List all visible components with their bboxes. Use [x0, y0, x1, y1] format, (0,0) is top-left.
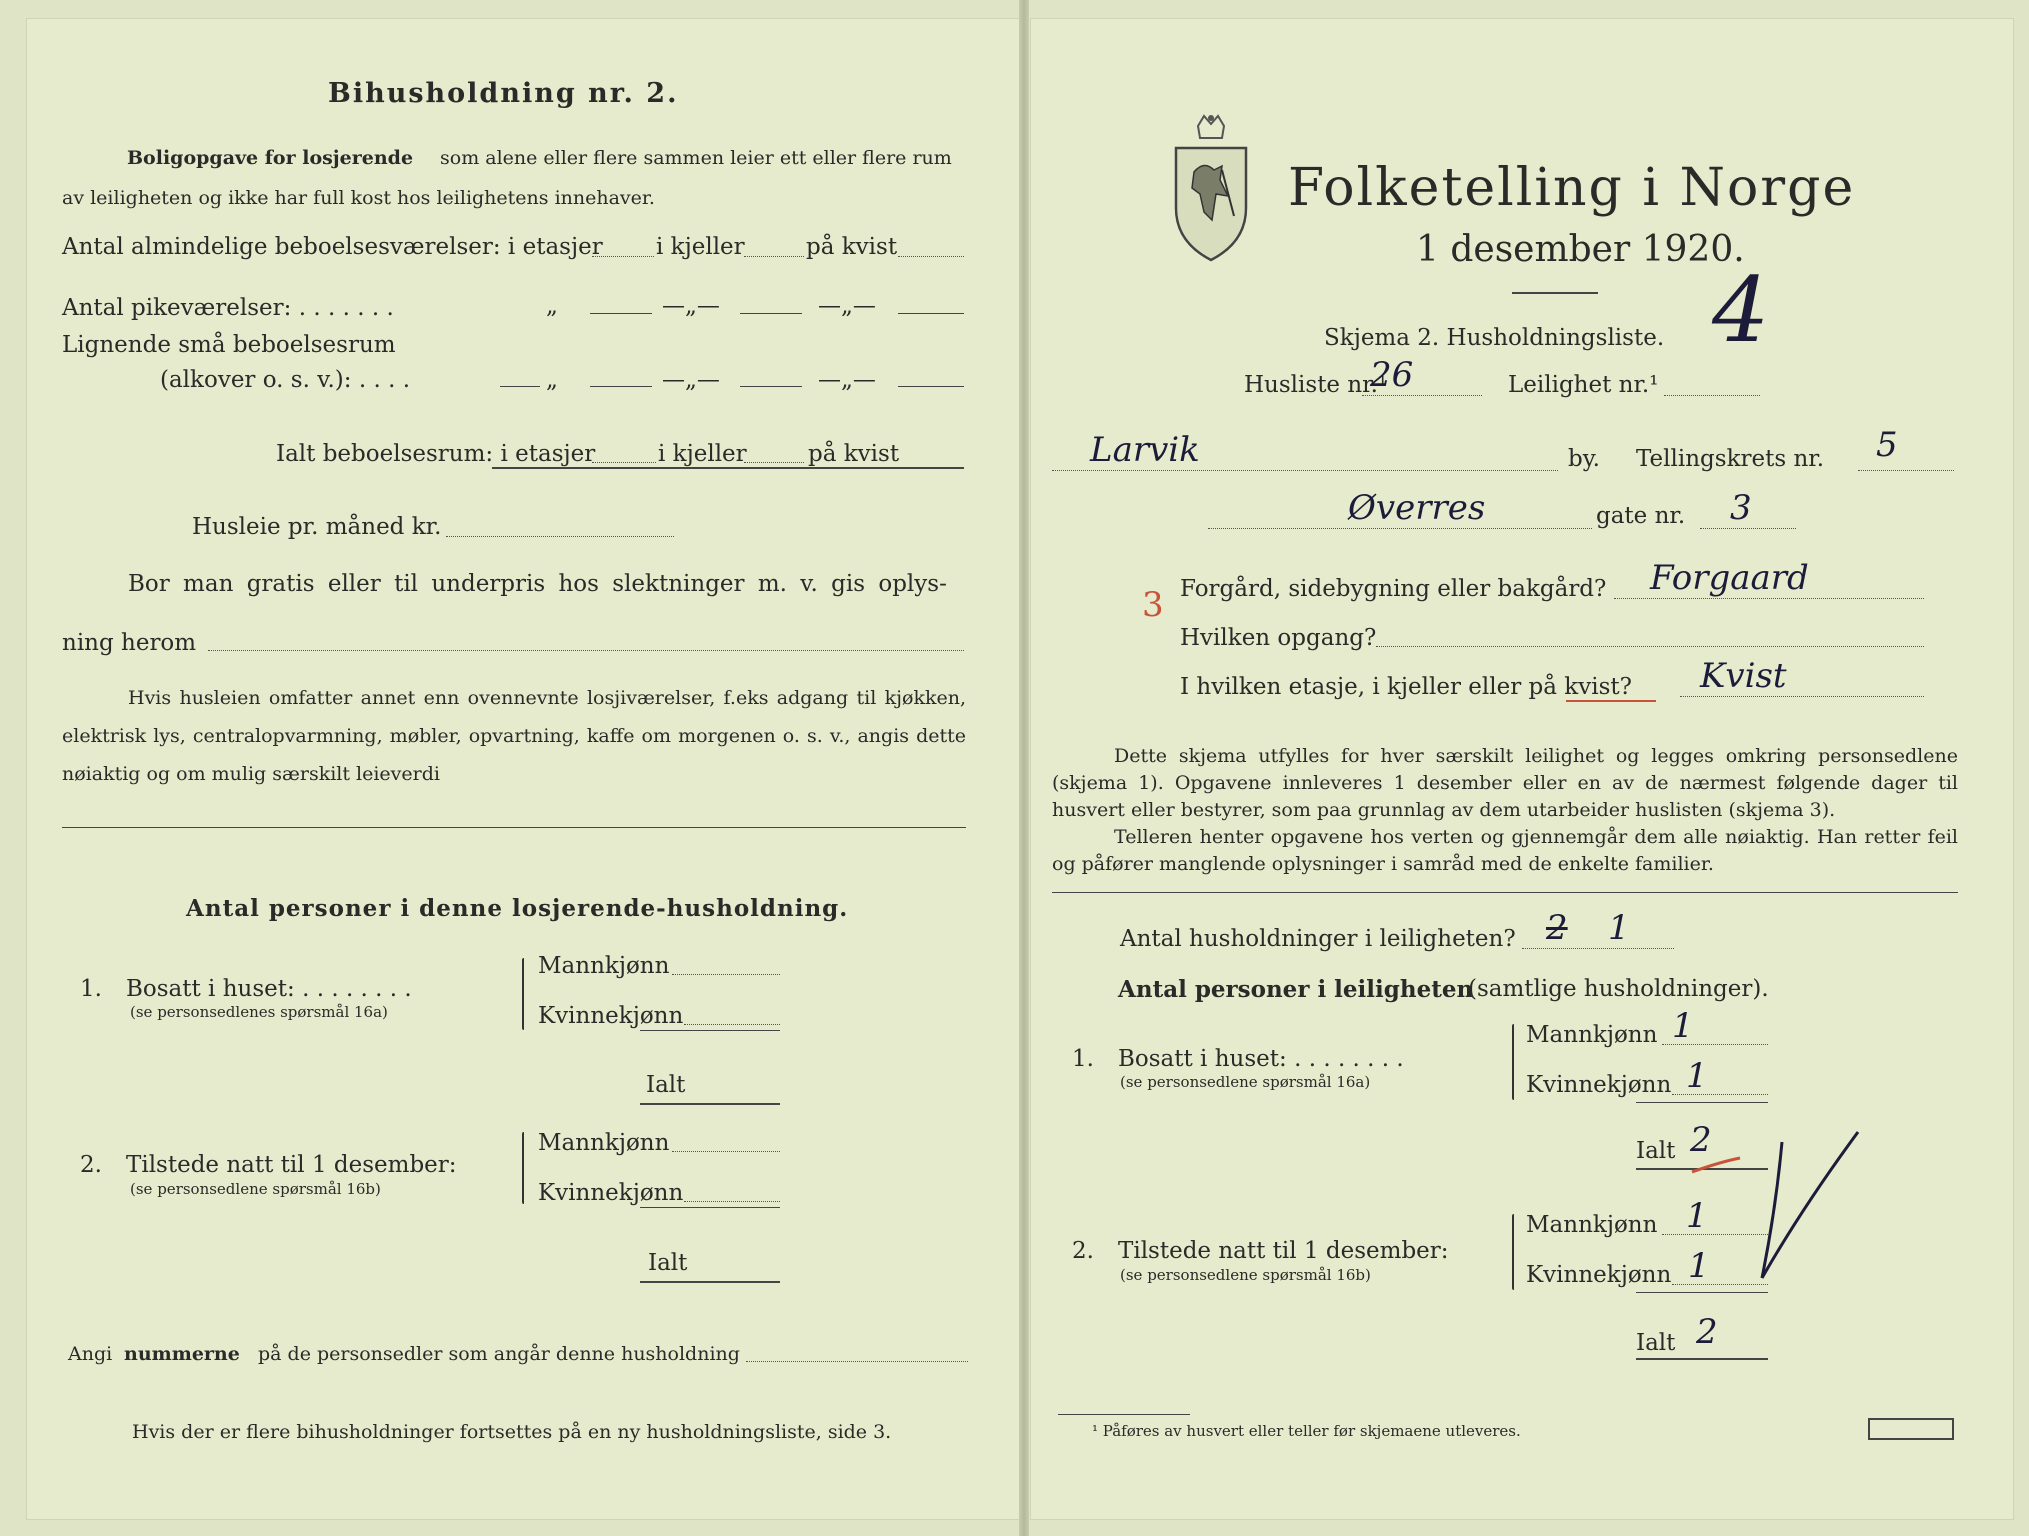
q1-ialt-value: 2	[1690, 1120, 1712, 1160]
q1-label-left: Bosatt i huset: . . . . . . . .	[126, 976, 412, 1002]
q1-mann-label: Mannkjønn	[538, 953, 670, 979]
checkmark-icon	[1690, 1128, 1870, 1298]
q2-number: 2.	[80, 1152, 102, 1178]
ditto-mark: „	[546, 293, 558, 319]
gate-value: Øverres	[1348, 488, 1486, 528]
persons-heading-rest: (samtlige husholdninger).	[1468, 976, 1769, 1002]
left-footer: Hvis der er flere bihusholdninger fortsettes på en ny husholdningsliste, side 3.	[132, 1421, 892, 1443]
red-annotation: 3	[1142, 585, 1164, 625]
printer-stamp-icon	[1868, 1418, 1954, 1440]
q1-kvinne-value: 1	[1686, 1056, 1708, 1096]
bor-line1: Bor man gratis eller til underpris hos slektninger m. v. gis oplys-	[128, 571, 947, 597]
rooms-kvist: på kvist	[806, 234, 898, 260]
krets-label: Tellingskrets nr.	[1636, 446, 1825, 472]
skjema-label: Skjema 2. Husholdningsliste.	[1324, 325, 1665, 351]
q2-label-right: Tilstede natt til 1 desember:	[1118, 1238, 1449, 1264]
husleie-label: Husleie pr. måned kr.	[192, 514, 442, 540]
q2-kvinne-label: Kvinnekjønn	[1526, 1262, 1672, 1288]
q1-kvinne-label: Kvinnekjønn	[1526, 1072, 1672, 1098]
q1-label-right: Bosatt i huset: . . . . . . . .	[1118, 1046, 1404, 1072]
husleie-note: Hvis husleien omfatter annet enn ovennevnte losjiværelser, f.eks adgang til kjøkken, elektrisk lys, centralopvarmning, møbler, opvartning, kaffe om morgenen o. s. v., angis dette nøiaktig og om mulig særskilt leieverdi	[62, 687, 966, 785]
ditto-mark: —„—	[818, 293, 876, 319]
ditto-mark: „	[546, 367, 558, 393]
ialt-rooms-kvist: på kvist	[808, 441, 900, 467]
leilighet-label: Leilighet nr.¹	[1508, 372, 1659, 398]
q2-kvinne-label: Kvinnekjønn	[538, 1180, 684, 1206]
q1-kvinne-label: Kvinnekjønn	[538, 1003, 684, 1029]
by-value: Larvik	[1090, 430, 1200, 470]
etasje-value: Kvist	[1700, 656, 1787, 696]
q2-kvinne-value: 1	[1688, 1246, 1710, 1286]
forgard-label: Forgård, sidebygning eller bakgård?	[1180, 576, 1607, 602]
gate-nr-value: 3	[1730, 488, 1752, 528]
persons-heading-left: Antal personer i denne losjerende-husholdning.	[186, 895, 849, 922]
forgard-value: Forgaard	[1650, 558, 1809, 598]
rooms-label: Antal almindelige beboelsesværelser: i etasjer	[62, 234, 603, 260]
q2-label-left: Tilstede natt til 1 desember:	[126, 1152, 457, 1178]
intro-rest: som alene eller flere sammen leier ett eller flere rum	[440, 147, 952, 169]
intro-line2: av leiligheten og ikke har full kost hos leilighetens innehaver.	[62, 187, 655, 209]
ditto-mark: —„—	[662, 367, 720, 393]
q1-mann-label: Mannkjønn	[1526, 1022, 1658, 1048]
ialt-rooms-kjeller: i kjeller	[658, 441, 747, 467]
angi-pre: Angi	[68, 1343, 113, 1365]
pike-label: Antal pikeværelser: . . . . . . .	[62, 295, 394, 321]
ditto-mark: —„—	[662, 293, 720, 319]
ditto-mark: —„—	[818, 367, 876, 393]
angi-rest: på de personsedler som angår denne husholdning	[258, 1343, 740, 1365]
krets-value: 5	[1876, 425, 1898, 465]
q1-ialt-label: Ialt	[646, 1072, 686, 1098]
hush-value: 1	[1608, 908, 1630, 948]
form-title: Folketelling i Norge	[1288, 158, 1856, 218]
persons-heading-right: Antal personer i leiligheten	[1118, 976, 1474, 1003]
census-date: 1 desember 1920.	[1416, 229, 1745, 270]
left-heading: Bihusholdning nr. 2.	[328, 78, 679, 109]
q2-ialt-label: Ialt	[1636, 1330, 1676, 1356]
q1-sub-left: (se personsedlenes spørsmål 16a)	[130, 1003, 388, 1021]
hush-value-struck: 2	[1546, 908, 1568, 948]
q2-sub-left: (se personsedlene spørsmål 16b)	[130, 1180, 381, 1198]
q2-ialt-value: 2	[1696, 1312, 1718, 1352]
instructions: Dette skjema utfylles for hver særskilt leilighet og legges omkring personsedlene (skjema 1). Opgavene innleveres 1 desember eller en av de nærmest følgende dager til husvert eller bestyrer, som paa grunnlag av dem utarbeider huslisten (skjema 3).	[1052, 745, 1958, 821]
lignende-label: Lignende små beboelsesrum	[62, 332, 396, 358]
q2-number: 2.	[1072, 1238, 1094, 1264]
q2-ialt-label: Ialt	[648, 1250, 688, 1276]
q2-mann-label: Mannkjønn	[1526, 1212, 1658, 1238]
page-fold	[1019, 0, 1029, 1536]
q1-mann-value: 1	[1672, 1006, 1694, 1046]
big-number-handwritten: 4	[1712, 258, 1770, 363]
instructions-2: Telleren henter opgavene hos verten og gjennemgår dem alle nøiaktig. Han retter feil og påfører manglende oplysninger i samråd med de enkelte familier.	[1052, 826, 1958, 875]
husliste-label: Husliste nr.¹	[1244, 372, 1388, 398]
bor-line2: ning herom	[62, 630, 197, 656]
gate-label: gate nr.	[1596, 503, 1686, 529]
opgang-label: Hvilken opgang?	[1180, 625, 1377, 651]
by-label: by.	[1568, 446, 1600, 472]
etasje-label: I hvilken etasje, i kjeller eller på kvist?	[1180, 674, 1632, 700]
husliste-value: 26	[1370, 355, 1414, 395]
rooms-kjeller: i kjeller	[656, 234, 745, 260]
hush-label: Antal husholdninger i leiligheten?	[1120, 926, 1516, 952]
footnote: ¹ Påføres av husvert eller teller før skjemaene utleveres.	[1092, 1422, 1521, 1440]
ialt-rooms-label: Ialt beboelsesrum: i etasjer	[276, 441, 596, 467]
alkover-label: (alkover o. s. v.): . . . .	[160, 367, 411, 393]
angi-bold: nummerne	[124, 1343, 240, 1365]
coat-of-arms-icon	[1170, 112, 1252, 264]
intro-bold: Boligopgave for losjerende	[127, 147, 414, 169]
q1-sub-right: (se personsedlene spørsmål 16a)	[1120, 1073, 1371, 1091]
q2-mann-label: Mannkjønn	[538, 1130, 670, 1156]
q1-ialt-label: Ialt	[1636, 1138, 1676, 1164]
q1-number: 1.	[1072, 1046, 1094, 1072]
q2-mann-value: 1	[1686, 1196, 1708, 1236]
q2-sub-right: (se personsedlene spørsmål 16b)	[1120, 1266, 1371, 1284]
q1-number: 1.	[80, 976, 102, 1002]
